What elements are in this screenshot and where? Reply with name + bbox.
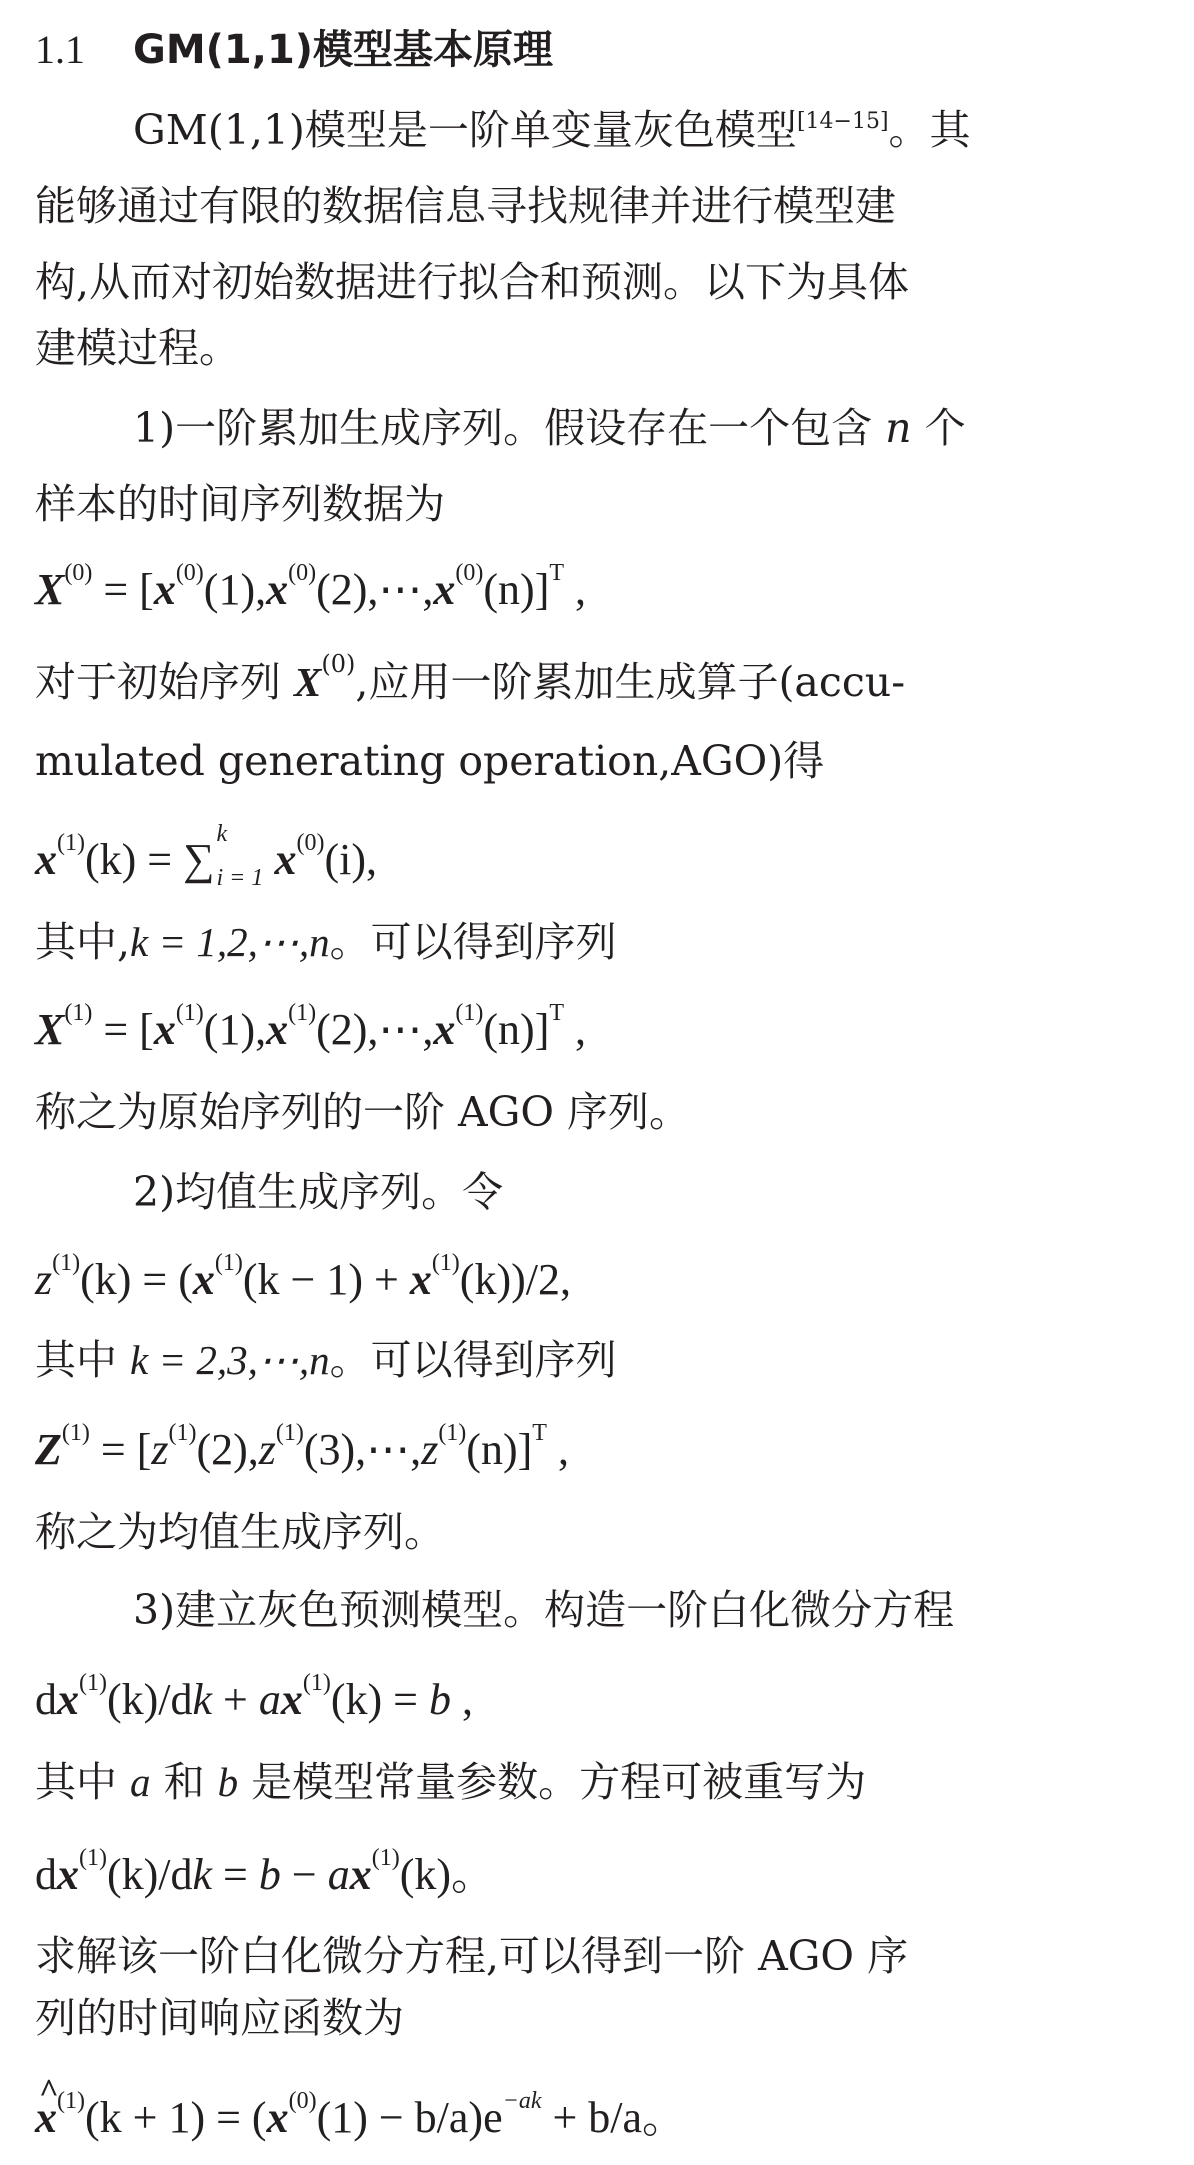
eq-text: + [212,1675,259,1724]
step3-line-2 [35,1752,866,1812]
step2-line-3: 称之为均值生成序列。 [35,1508,445,1556]
eq-text: ] [534,1005,550,1054]
eq-symbol: Z [35,1425,62,1474]
eq-symbol: x [409,1255,432,1304]
eq-text: (2), [196,1425,259,1474]
section-heading [35,20,553,80]
eq-symbol: x [57,1675,79,1724]
equation-diff1 [35,1670,473,1730]
eq-exponent: −ak [502,2088,542,2114]
step1-line-4: mulated generating operation,AGO)得 [35,737,825,785]
eq-symbol: x [192,1255,215,1304]
eq-sup: (1) [455,1000,484,1026]
eq-symbol: z [421,1425,439,1474]
eq-text: (k) = ( [80,1255,193,1304]
eq-symbol: x [153,1005,176,1054]
eq-text: (i), [324,835,377,884]
equation-z [35,1250,571,1310]
eq-symbol: k [192,1675,213,1724]
eq-symbol: x [433,565,456,614]
eq-text: ] [534,565,550,614]
variable: k = 1,2,⋯,n [130,919,330,965]
step1-line-5 [35,912,617,972]
eq-symbol: b [258,1850,281,1899]
equation-X1 [35,1000,586,1060]
eq-sup: (1) [64,1000,93,1026]
step1-line-2: 样本的时间序列数据为 [35,480,445,528]
step3-line-1: 3)建立灰色预测模型。构造一阶白化微分方程 [133,1586,955,1634]
eq-text: (k − 1) + [242,1255,410,1304]
eq-symbol: z [35,1255,53,1304]
eq-sup: (1) [57,2088,85,2114]
eq-text: + b/a。 [541,2093,687,2142]
eq-text: (k) = ∑ [84,835,215,884]
equation-X0 [35,560,586,620]
step1-line-1 [133,398,966,458]
eq-symbol: b [428,1675,451,1724]
sum-upper: k [216,821,228,847]
eq-text: d [35,1675,57,1724]
text: 。可以得到序列 [329,918,617,966]
eq-symbol: X [294,659,322,705]
eq-sup: (1) [79,1845,107,1871]
eq-sup: (1) [275,1420,304,1446]
eq-text: (2),⋯, [316,565,434,614]
eq-text: (1), [203,1005,267,1054]
eq-sup: (1) [214,1250,243,1276]
eq-symbol: a [258,1675,281,1724]
eq-text: = [212,1850,259,1899]
text: 对于初始序列 [35,658,295,706]
eq-sup: (0) [64,560,93,586]
eq-sup: T [549,560,565,586]
step3-line-3: 求解该一阶白化微分方程,可以得到一阶 AGO 序 [35,1932,909,1980]
eq-text: (k) = [330,1675,429,1724]
eq-symbol: z [151,1425,169,1474]
eq-symbol: X [35,1005,65,1054]
eq-symbol: x [280,1675,303,1724]
eq-sup: (1) [79,1670,107,1696]
section-title: GM(1,1)模型基本原理 [133,27,554,73]
step2-line-1: 2)均值生成序列。令 [133,1168,504,1216]
eq-sup: (0) [321,650,356,678]
eq-sup: (1) [61,1420,90,1446]
text: 。可以得到序列 [329,1336,617,1384]
eq-text: ] [517,1425,533,1474]
section-number: 1.1 [35,27,85,72]
sum-limits [214,821,274,891]
intro-line-2: 能够通过有限的数据信息寻找规律并进行模型建 [35,182,896,230]
eq-symbol: a [327,1850,350,1899]
eq-symbol: x [153,565,176,614]
intro-text: 。其 [888,106,971,154]
eq-sup: (1) [288,1000,317,1026]
eq-sup: (0) [455,560,484,586]
eq-symbol-hat: ^ x [35,2088,57,2148]
text: 其中 [35,1758,131,1806]
eq-symbol: X [35,565,65,614]
intro-text: GM(1,1)模型是一阶单变量灰色模型 [133,106,797,154]
eq-text: , [564,1005,587,1054]
intro-line-4: 建模过程。 [35,324,240,372]
eq-sup: (1) [371,1845,400,1871]
step3-line-4: 列的时间响应函数为 [35,1994,404,2042]
eq-text: (k)。 [399,1850,495,1899]
eq-text: (1) − b/a)e [316,2093,503,2142]
text: 其中 [35,1336,131,1384]
eq-text: d [35,1850,57,1899]
eq-symbol: x [274,835,297,884]
eq-text: (k)/d [106,1675,193,1724]
text: 1)一阶累加生成序列。假设存在一个包含 [133,404,886,452]
eq-sup: (1) [52,1250,81,1276]
eq-sup: (0) [288,560,317,586]
text: 个 [911,404,966,452]
eq-text: , [450,1675,473,1724]
step1-line-3 [35,652,905,712]
variable: n [885,404,912,452]
eq-sup: (1) [168,1420,197,1446]
eq-text: = [ [92,565,154,614]
eq-text: (1), [203,565,267,614]
eq-text: (n) [483,1005,535,1054]
eq-text: , [546,1425,569,1474]
eq-symbol: x [266,565,289,614]
eq-sup: (1) [438,1420,467,1446]
eq-symbol: x [35,835,57,884]
variable: b [217,1759,239,1805]
eq-text: (2),⋯, [316,1005,434,1054]
sum-lower: i = 1 [216,865,264,891]
variable: k = 2,3,⋯,n [130,1337,330,1383]
eq-text: (k)/d [106,1850,193,1899]
eq-sup: (1) [431,1250,460,1276]
eq-sup: (0) [296,830,325,856]
eq-sup: (1) [302,1670,331,1696]
eq-sup: (0) [288,2088,317,2114]
equation-Z1 [35,1420,569,1480]
intro-line-3: 构,从而对初始数据进行拟合和预测。以下为具体 [35,258,910,306]
text: 和 [150,1758,218,1806]
eq-symbol: x [349,1850,372,1899]
text: 其中, [35,918,131,966]
eq-sup: (0) [175,560,204,586]
text: 是模型常量参数。方程可被重写为 [238,1758,867,1806]
eq-symbol: z [258,1425,276,1474]
eq-symbol: x [57,1850,79,1899]
eq-text: (k + 1) = ( [84,2093,267,2142]
eq-text: − [280,1850,328,1899]
eq-sup: (1) [57,830,85,856]
eq-sup: T [532,1420,547,1446]
eq-symbol: x [266,1005,289,1054]
step1-line-6: 称之为原始序列的一阶 AGO 序列。 [35,1088,691,1136]
equation-diff2 [35,1845,495,1905]
eq-symbol: k [192,1850,213,1899]
variable: a [130,1759,151,1805]
eq-text: , [564,565,587,614]
eq-text: (3),⋯, [303,1425,422,1474]
eq-sup: (1) [175,1000,204,1026]
eq-text: (n) [466,1425,518,1474]
citation: [14−15] [796,109,889,134]
eq-sup: T [549,1000,565,1026]
equation-sum [35,821,377,891]
eq-text: (k))/2, [459,1255,571,1304]
step2-line-2 [35,1330,617,1390]
eq-symbol: x [266,2093,289,2142]
equation-response [35,2088,686,2148]
eq-text: (n) [483,565,535,614]
text: ,应用一阶累加生成算子(accu- [355,658,906,706]
intro-line-1 [133,100,971,160]
eq-text: = [ [89,1425,152,1474]
eq-text: = [ [92,1005,154,1054]
eq-symbol: x [433,1005,456,1054]
